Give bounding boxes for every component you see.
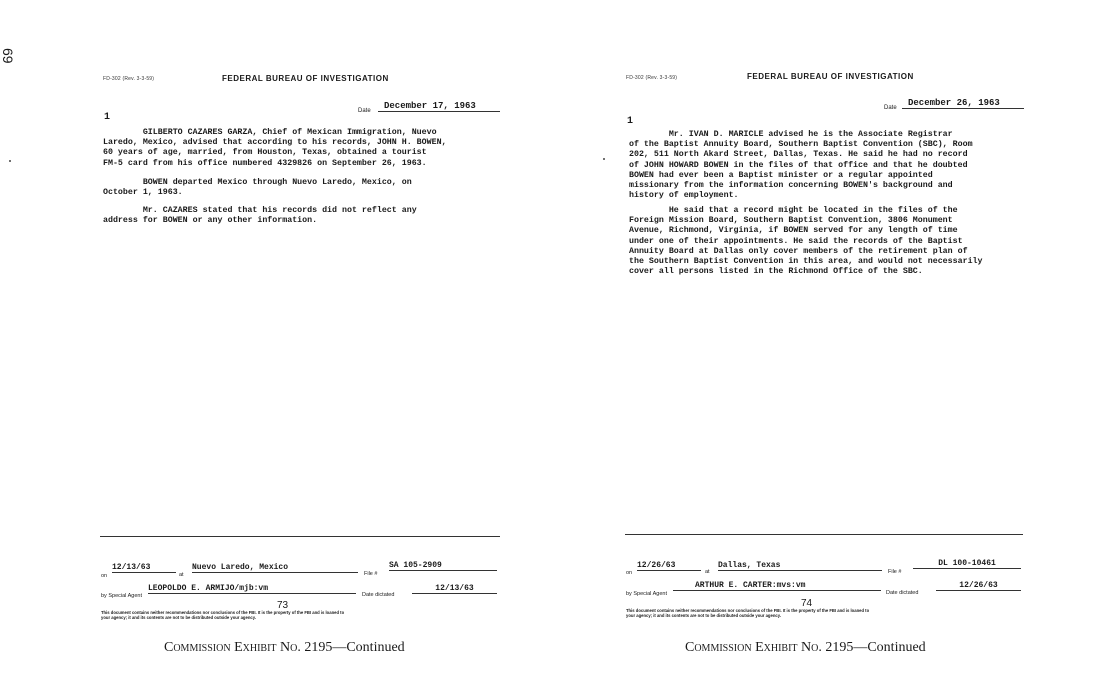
interview-date: 12/13/63 [112,563,176,573]
footer-rule [100,536,500,537]
interview-date: 12/26/63 [637,561,701,571]
date-dictated: 12/26/63 [936,581,1021,591]
fbi-notice: This document contains neither recommendations nor conclusions of the FBI. It is the property of the FBI and is loaned to your agency; it and its contents are not to be distributed outside your agency. [626,608,870,618]
agency-header: FEDERAL BUREAU OF INVESTIGATION [222,74,389,83]
agent-label: by Special Agent [626,591,667,597]
file-number: DL 100-10461 [913,559,1021,569]
form-number: FD-302 (Rev. 3-3-59) [103,76,155,82]
special-agent: LEOPOLDO E. ARMIJO/mjb:vm [148,584,356,594]
page-index: 1 [104,112,111,123]
on-label: on [101,573,108,579]
speck-mark [9,160,11,162]
interview-location: Nuevo Laredo, Mexico [192,563,358,573]
at-label: at [179,572,184,578]
report-date: December 26, 1963 [902,98,1024,109]
dictated-label: Date dictated [362,592,395,598]
footer-rule [625,534,1023,535]
caption-suffix: 2195—Continued [825,640,926,655]
report-date: December 17, 1963 [378,101,500,112]
fbi-notice: This document contains neither recommendations nor conclusions of the FBI. It is the property of the FBI and is loaned to your agency; it and its contents are not to be distributed outside your agency. [101,610,345,620]
caption-title: Commission Exhibit No. [164,640,301,655]
exhibit-caption [685,640,926,656]
file-label: File # [888,569,902,575]
date-dictated: 12/13/63 [412,584,497,594]
interview-location: Dallas, Texas [718,561,882,571]
dictated-label: Date dictated [886,590,919,596]
body-paragraph: He said that a record might be located in the files of the Foreign Mission Board, Southern Baptist Convention, 3806 Monument Avenue, Richmond, Virginia, if BOWEN served for any length of time under one of their appointments. He said the records of the Baptist Annuity Board at Dallas only cover members of the retirement plan of the Southern Baptist Convention in this area, and would not necessarily cover all persons listed in the Richmond Office of the SBC. [629,206,983,277]
at-label: at [705,569,710,575]
page-index: 1 [627,116,634,127]
agency-header: FEDERAL BUREAU OF INVESTIGATION [747,72,914,81]
file-number: SA 105-2909 [389,561,497,571]
date-label: Date [884,105,897,111]
file-label: File # [364,571,378,577]
body-paragraph: Mr. CAZARES stated that his records did not reflect any address for BOWEN or any other information. [103,206,417,226]
agent-label: by Special Agent [101,593,142,599]
date-label: Date [358,108,371,114]
caption-suffix: 2195—Continued [304,640,405,655]
body-paragraph: Mr. IVAN D. MARICLE advised he is the Associate Registrar of the Baptist Annuity Board, Southern Baptist Convention (SBC), Room 202, 511 North Akard Street, Dallas, Texas. He said he had no record of JOHN HOWARD BOWEN in the files of that office and that he doubted BOWEN had ever been a Baptist minister or a regular appointed missionary from the information concerning BOWEN's background and history of employment. [629,130,973,201]
page-number: 73 [277,600,289,611]
on-label: on [626,570,633,576]
caption-title: Commission Exhibit No. [685,640,822,655]
body-paragraph: GILBERTO CAZARES GARZA, Chief of Mexican Immigration, Nuevo Laredo, Mexico, advised that according to his records, JOHN H. BOWEN, 60 years of age, married, from Houston, Texas, obtained a tourist FM-5 card from his office numbered 4329826 on September 26, 1963. [103,128,447,168]
speck-mark [603,158,605,160]
form-number: FD-302 (Rev. 3-3-59) [626,75,678,81]
exhibit-caption [164,640,405,656]
margin-page-number: 69 [0,48,16,64]
special-agent: ARTHUR E. CARTER:mvs:vm [673,581,881,591]
body-paragraph: BOWEN departed Mexico through Nuevo Laredo, Mexico, on October 1, 1963. [103,178,412,198]
page-number: 74 [801,598,813,609]
